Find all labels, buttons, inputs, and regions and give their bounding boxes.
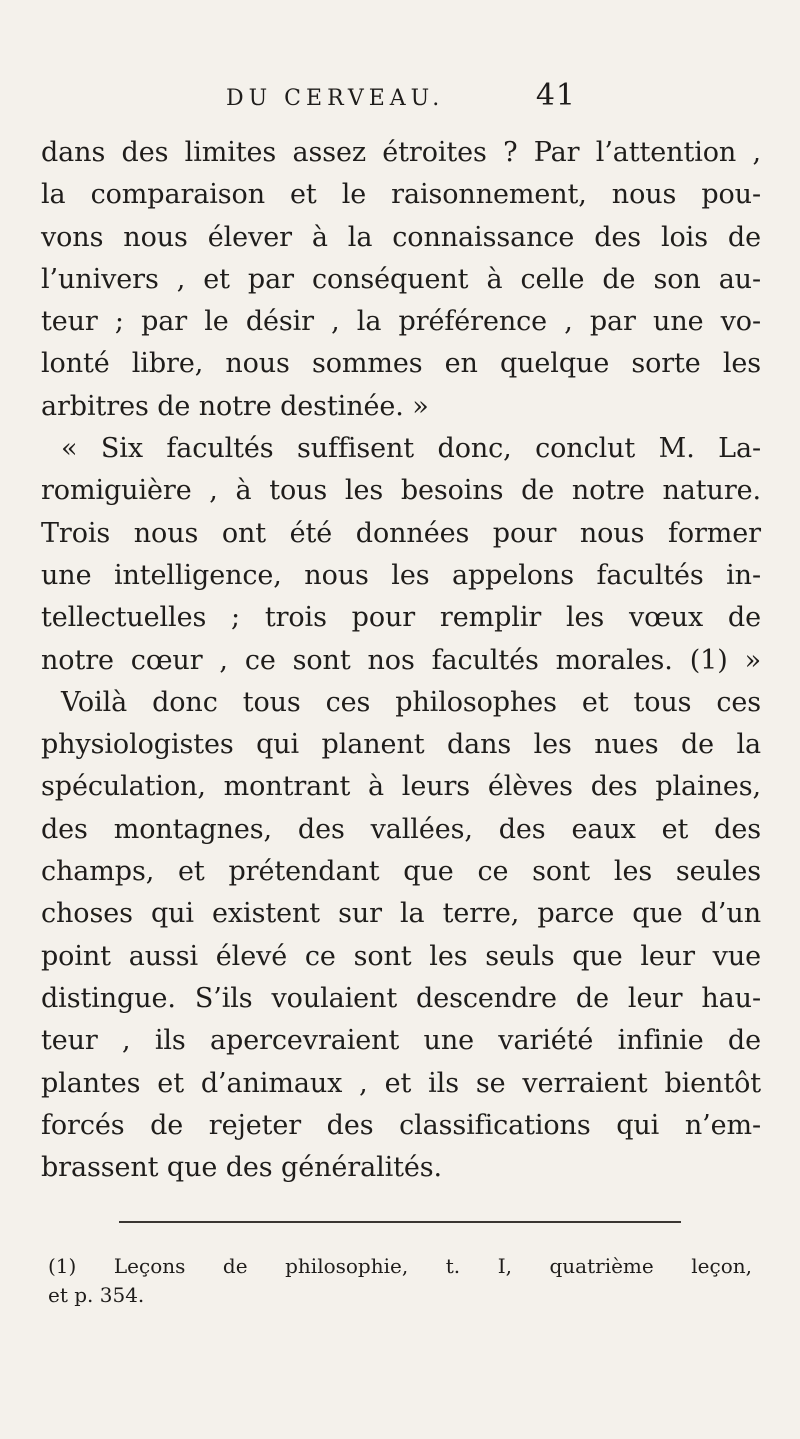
text-line: une intelligence, nous les appelons facultés in-	[41, 559, 761, 591]
text-line: physiologistes qui planent dans les nues de la	[41, 729, 761, 761]
text-line: Voilà donc tous ces philosophes et tous ces	[61, 686, 761, 718]
text-line: choses qui existent sur la terre, parce que d’un	[41, 898, 761, 930]
text-line: teur ; par le désir , la préférence , par une vo-	[41, 306, 761, 338]
text-line: champs, et prétendant que ce sont les seules	[41, 856, 761, 888]
text-line: la comparaison et le raisonnement, nous pou-	[41, 179, 761, 211]
text-line: tellectuelles ; trois pour remplir les vœux de	[41, 602, 761, 634]
text-line: plantes et d’animaux , et ils se verraient bientôt	[41, 1067, 761, 1099]
text-line: vons nous élever à la connaissance des lois de	[41, 221, 761, 253]
text-line: brassent que des généralités.	[41, 1152, 443, 1184]
text-line: dans des limites assez étroites ? Par l’attention ,	[41, 137, 761, 168]
text-line: spéculation, montrant à leurs élèves des plaines,	[41, 771, 761, 803]
text-line: point aussi élevé ce sont les seuls que leur vue	[41, 940, 761, 972]
text-line: teur , ils apercevraient une variété infinie de	[41, 1025, 761, 1057]
text-line: forcés de rejeter des classifications qui n’em-	[41, 1109, 761, 1141]
running-title: DU CERVEAU.	[226, 86, 445, 111]
running-head	[226, 78, 576, 122]
body-text	[41, 132, 761, 1189]
footnote	[48, 1252, 752, 1310]
text-line: notre cœur , ce sont nos facultés morales. (1) »	[41, 644, 761, 676]
text-line: distingue. S’ils voulaient descendre de leur hau-	[41, 982, 761, 1014]
text-line: l’univers , et par conséquent à celle de son au-	[41, 263, 761, 295]
footnote-divider	[119, 1221, 681, 1223]
text-line: romiguière , à tous les besoins de notre nature.	[41, 475, 761, 507]
footnote-line: et p. 354.	[48, 1283, 145, 1307]
footnote-line: (1) Leçons de philosophie, t. I, quatrième leçon,	[48, 1254, 752, 1278]
text-line: des montagnes, des vallées, des eaux et des	[41, 813, 761, 845]
text-line: arbitres de notre destinée. »	[41, 390, 429, 422]
text-line: lonté libre, nous sommes en quelque sorte les	[41, 348, 761, 380]
text-line: « Six facultés suffisent donc, conclut M. La-	[61, 433, 761, 465]
page-number: 41	[535, 78, 576, 113]
text-line: Trois nous ont été données pour nous former	[41, 517, 761, 549]
